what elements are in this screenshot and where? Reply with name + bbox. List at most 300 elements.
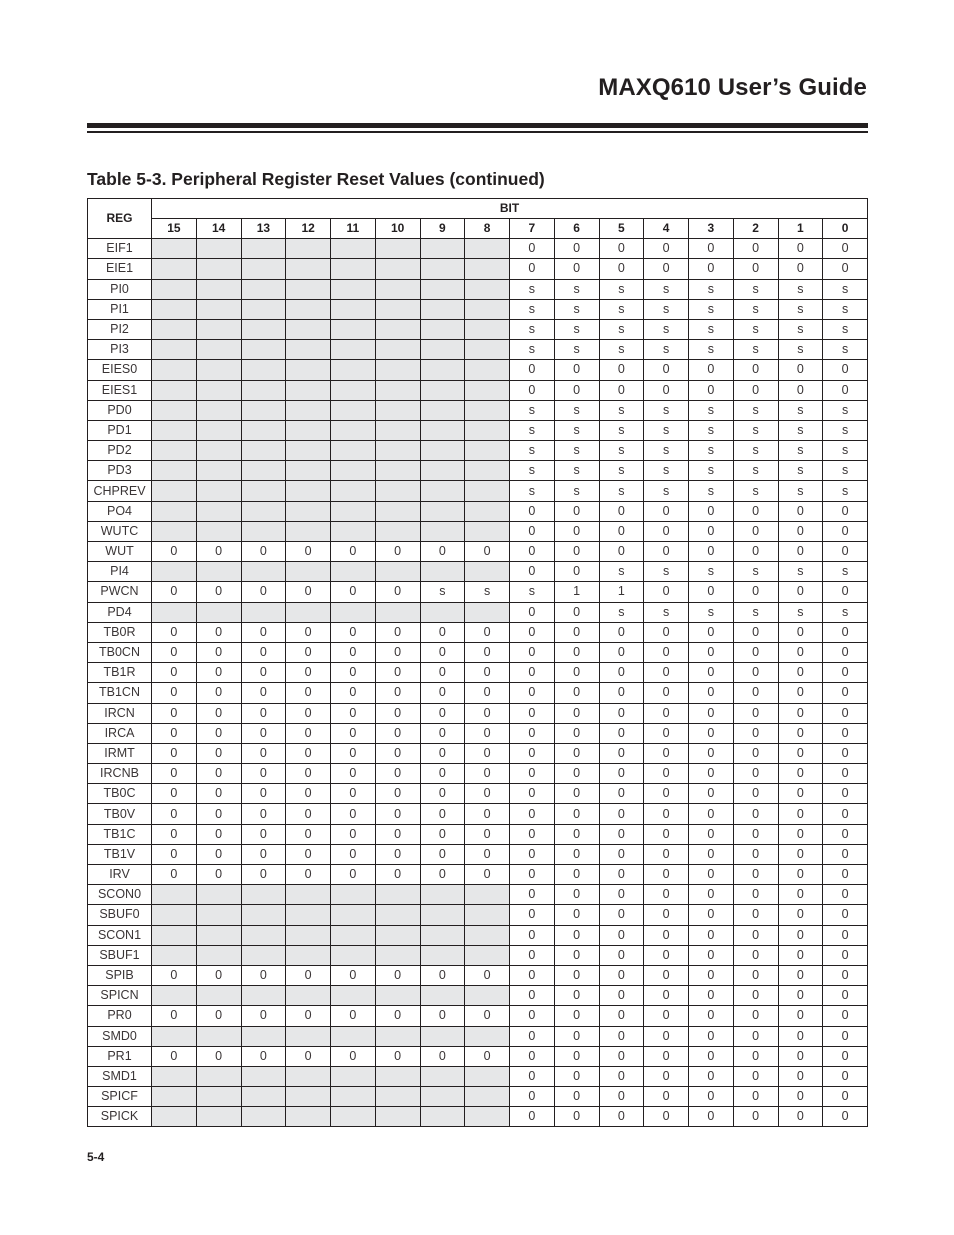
unused-bit-cell [152, 1107, 197, 1127]
bit-value-cell: 0 [196, 844, 241, 864]
bit-value-cell: 0 [510, 380, 555, 400]
bit-value-cell: 0 [689, 380, 734, 400]
bit-value-cell: 0 [778, 521, 823, 541]
register-name: IRCN [88, 703, 152, 723]
bit-value-cell: s [554, 481, 599, 501]
bit-value-cell: 0 [599, 360, 644, 380]
unused-bit-cell [196, 986, 241, 1006]
register-name: TB1C [88, 824, 152, 844]
bit-value-cell: 0 [689, 743, 734, 763]
bit-value-cell: 0 [152, 703, 197, 723]
bit-value-cell: 0 [241, 642, 286, 662]
bit-value-cell: 0 [689, 865, 734, 885]
unused-bit-cell [375, 279, 420, 299]
unused-bit-cell [152, 905, 197, 925]
bit-value-cell: s [554, 420, 599, 440]
bit-value-cell: s [689, 400, 734, 420]
bit-value-cell: 0 [554, 925, 599, 945]
bit-value-cell: 0 [823, 683, 868, 703]
unused-bit-cell [420, 400, 465, 420]
bit-value-cell: 0 [778, 865, 823, 885]
bit-value-cell: s [554, 340, 599, 360]
unused-bit-cell [331, 521, 376, 541]
unused-bit-cell [241, 279, 286, 299]
bit-value-cell: 0 [465, 965, 510, 985]
bit-value-cell: 0 [689, 521, 734, 541]
bit-value-cell: 0 [196, 1006, 241, 1026]
bit-value-cell: 0 [465, 663, 510, 683]
bit-value-cell: 0 [554, 622, 599, 642]
unused-bit-cell [152, 461, 197, 481]
register-name: SPIB [88, 965, 152, 985]
bit-value-cell: s [733, 602, 778, 622]
bit-value-cell: s [733, 461, 778, 481]
unused-bit-cell [286, 925, 331, 945]
unused-bit-cell [375, 602, 420, 622]
bit-value-cell: s [644, 279, 689, 299]
bit-value-cell: 0 [375, 1046, 420, 1066]
bit-value-cell: s [823, 562, 868, 582]
unused-bit-cell [375, 259, 420, 279]
bit-value-cell: 0 [510, 1107, 555, 1127]
bit-value-cell: 0 [465, 743, 510, 763]
bit-value-cell: 0 [733, 1087, 778, 1107]
bit-value-cell: 0 [689, 764, 734, 784]
bit-value-cell: 0 [510, 925, 555, 945]
unused-bit-cell [375, 380, 420, 400]
bit-value-cell: 0 [152, 683, 197, 703]
bit-value-cell: 0 [286, 642, 331, 662]
unused-bit-cell [196, 562, 241, 582]
bit-value-cell: 0 [644, 885, 689, 905]
unused-bit-cell [420, 562, 465, 582]
unused-bit-cell [152, 239, 197, 259]
table-header-row [88, 199, 868, 219]
unused-bit-cell [241, 521, 286, 541]
bit-value-cell: 0 [823, 1087, 868, 1107]
bit-value-cell: 0 [286, 723, 331, 743]
unused-bit-cell [286, 562, 331, 582]
bit-value-cell: 0 [689, 1026, 734, 1046]
bit-value-cell: 0 [152, 784, 197, 804]
bit-value-cell: s [689, 299, 734, 319]
bit-value-cell: 0 [778, 380, 823, 400]
bit-value-cell: 0 [420, 542, 465, 562]
register-name: PI3 [88, 340, 152, 360]
table-row [88, 1026, 868, 1046]
document-title: MAXQ610 User’s Guide [598, 74, 867, 101]
bit-value-cell: 0 [689, 703, 734, 723]
register-name: PD0 [88, 400, 152, 420]
bit-value-cell: 0 [689, 360, 734, 380]
bit-value-cell: s [644, 461, 689, 481]
unused-bit-cell [331, 925, 376, 945]
register-name: IRV [88, 865, 152, 885]
bit-value-cell: 0 [599, 965, 644, 985]
unused-bit-cell [152, 1066, 197, 1086]
bit-value-cell: 0 [689, 1087, 734, 1107]
bit-value-cell: 0 [599, 501, 644, 521]
bit-value-cell: 0 [733, 239, 778, 259]
register-name: SMD1 [88, 1066, 152, 1086]
register-name: PD4 [88, 602, 152, 622]
bit-value-cell: 0 [733, 622, 778, 642]
bit-value-cell: 0 [510, 865, 555, 885]
bit-value-cell: s [778, 602, 823, 622]
bit-value-cell: 0 [241, 703, 286, 723]
bit-value-cell: 0 [823, 905, 868, 925]
table-row [88, 239, 868, 259]
unused-bit-cell [152, 441, 197, 461]
unused-bit-cell [286, 279, 331, 299]
unused-bit-cell [196, 1066, 241, 1086]
bit-value-cell: 0 [554, 1066, 599, 1086]
bit-value-cell: 0 [420, 965, 465, 985]
unused-bit-cell [241, 299, 286, 319]
bit-value-cell: s [823, 400, 868, 420]
table-row [88, 279, 868, 299]
bit-value-cell: 0 [375, 1006, 420, 1026]
bit-value-cell: 0 [510, 965, 555, 985]
unused-bit-cell [152, 562, 197, 582]
table-row [88, 562, 868, 582]
unused-bit-cell [420, 521, 465, 541]
register-name: EIF1 [88, 239, 152, 259]
bit-value-cell: 0 [644, 582, 689, 602]
table-row [88, 360, 868, 380]
unused-bit-cell [331, 562, 376, 582]
unused-bit-cell [152, 501, 197, 521]
unused-bit-cell [375, 945, 420, 965]
bit-value-cell: s [510, 340, 555, 360]
table-row [88, 865, 868, 885]
bit-value-cell: 0 [644, 723, 689, 743]
bit-value-cell: 0 [510, 1006, 555, 1026]
bit-value-cell: 0 [554, 764, 599, 784]
bit-value-cell: 0 [375, 703, 420, 723]
bit-value-cell: 0 [331, 743, 376, 763]
bit-value-cell: 0 [644, 1107, 689, 1127]
table-row [88, 461, 868, 481]
bit-value-cell: 0 [554, 905, 599, 925]
bit-value-cell: 0 [331, 642, 376, 662]
bit-value-cell: 0 [778, 622, 823, 642]
unused-bit-cell [241, 400, 286, 420]
bit-value-cell: 0 [510, 602, 555, 622]
bit-value-cell: 0 [689, 945, 734, 965]
bit-value-cell: 0 [599, 824, 644, 844]
bit-value-cell: 0 [778, 804, 823, 824]
bit-value-cell: 0 [733, 986, 778, 1006]
bit-value-cell: 0 [778, 259, 823, 279]
unused-bit-cell [420, 279, 465, 299]
bit-value-cell: 0 [554, 824, 599, 844]
bit-value-cell: 0 [554, 723, 599, 743]
unused-bit-cell [420, 259, 465, 279]
unused-bit-cell [286, 400, 331, 420]
unused-bit-cell [286, 945, 331, 965]
bit-value-cell: 0 [554, 804, 599, 824]
bit-value-cell: 0 [420, 723, 465, 743]
bit-value-cell: 0 [510, 562, 555, 582]
bit-value-cell: s [599, 481, 644, 501]
unused-bit-cell [331, 1087, 376, 1107]
bit-value-cell: 0 [644, 703, 689, 723]
bit-value-cell: 0 [420, 784, 465, 804]
table-row [88, 663, 868, 683]
bit-value-cell: s [733, 420, 778, 440]
unused-bit-cell [375, 400, 420, 420]
bit-value-cell: s [823, 441, 868, 461]
bit-value-cell: 0 [510, 663, 555, 683]
table-row [88, 764, 868, 784]
bit-value-cell: 0 [152, 965, 197, 985]
bit-value-cell: 0 [644, 865, 689, 885]
bit-value-cell: 0 [644, 824, 689, 844]
bit-value-cell: 0 [689, 804, 734, 824]
bit-value-cell: 0 [823, 259, 868, 279]
bit-value-cell: 0 [420, 683, 465, 703]
register-name: SBUF0 [88, 905, 152, 925]
unused-bit-cell [241, 380, 286, 400]
bit-value-cell: 0 [644, 622, 689, 642]
bit-value-cell: s [689, 319, 734, 339]
unused-bit-cell [152, 420, 197, 440]
register-name: SCON1 [88, 925, 152, 945]
bit-value-cell: 0 [465, 784, 510, 804]
bit-value-cell: 0 [510, 642, 555, 662]
bit-value-cell: 0 [823, 844, 868, 864]
bit-value-cell: 0 [778, 764, 823, 784]
bit-value-cell: 0 [823, 239, 868, 259]
register-name: IRMT [88, 743, 152, 763]
bit-value-cell: s [733, 279, 778, 299]
bit-value-cell: s [554, 279, 599, 299]
bit-value-cell: 0 [778, 642, 823, 662]
unused-bit-cell [241, 441, 286, 461]
bit-value-cell: s [510, 461, 555, 481]
table-row [88, 824, 868, 844]
bit-value-cell: 0 [733, 259, 778, 279]
bit-value-cell: s [778, 340, 823, 360]
bit-value-cell: 0 [778, 582, 823, 602]
unused-bit-cell [375, 461, 420, 481]
unused-bit-cell [465, 905, 510, 925]
bit-value-cell: 0 [331, 824, 376, 844]
register-name: EIES1 [88, 380, 152, 400]
unused-bit-cell [465, 1107, 510, 1127]
bit-value-cell: 0 [644, 1006, 689, 1026]
bit-value-cell: 0 [554, 986, 599, 1006]
unused-bit-cell [420, 1087, 465, 1107]
unused-bit-cell [420, 1066, 465, 1086]
bit-value-cell: 0 [241, 663, 286, 683]
bit-value-cell: s [644, 299, 689, 319]
bit-value-cell: 0 [241, 865, 286, 885]
bit-value-cell: 0 [689, 844, 734, 864]
unused-bit-cell [331, 380, 376, 400]
bit-value-cell: 0 [465, 824, 510, 844]
table-row [88, 885, 868, 905]
unused-bit-cell [196, 481, 241, 501]
bit-value-cell: 0 [286, 743, 331, 763]
bit-value-cell: 0 [241, 965, 286, 985]
bit-value-cell: 0 [599, 622, 644, 642]
bit-value-cell: 0 [778, 945, 823, 965]
unused-bit-cell [286, 441, 331, 461]
unused-bit-cell [331, 1066, 376, 1086]
bit-value-cell: 0 [823, 582, 868, 602]
bit-value-cell: 0 [823, 885, 868, 905]
table-row [88, 844, 868, 864]
bit-value-cell: 0 [420, 703, 465, 723]
bit-number-header: 8 [465, 219, 510, 239]
register-name: SPICN [88, 986, 152, 1006]
bit-value-cell: 0 [152, 642, 197, 662]
bit-value-cell: 0 [689, 925, 734, 945]
unused-bit-cell [152, 400, 197, 420]
bit-value-cell: 0 [644, 1026, 689, 1046]
bit-value-cell: 0 [689, 582, 734, 602]
bit-value-cell: 0 [510, 824, 555, 844]
bit-value-cell: 0 [554, 562, 599, 582]
bit-value-cell: 0 [331, 663, 376, 683]
unused-bit-cell [331, 986, 376, 1006]
bit-value-cell: 0 [599, 380, 644, 400]
unused-bit-cell [241, 885, 286, 905]
bit-value-cell: 0 [599, 986, 644, 1006]
unused-bit-cell [241, 1066, 286, 1086]
bit-value-cell: 0 [644, 239, 689, 259]
bit-value-cell: 0 [510, 784, 555, 804]
unused-bit-cell [152, 986, 197, 1006]
bit-value-cell: s [554, 319, 599, 339]
unused-bit-cell [465, 945, 510, 965]
bit-value-cell: 0 [241, 683, 286, 703]
bit-value-cell: s [689, 461, 734, 481]
unused-bit-cell [241, 461, 286, 481]
bit-value-cell: 0 [375, 965, 420, 985]
bit-value-cell: 0 [510, 259, 555, 279]
bit-value-cell: 0 [644, 683, 689, 703]
table-row [88, 945, 868, 965]
unused-bit-cell [465, 299, 510, 319]
bit-value-cell: 0 [599, 723, 644, 743]
bit-number-header: 13 [241, 219, 286, 239]
bit-value-cell: 0 [554, 360, 599, 380]
unused-bit-cell [286, 239, 331, 259]
bit-value-cell: 0 [689, 239, 734, 259]
bit-number-header: 7 [510, 219, 555, 239]
bit-value-cell: 0 [241, 622, 286, 642]
unused-bit-cell [241, 259, 286, 279]
bit-value-cell: 0 [554, 663, 599, 683]
bit-value-cell: 0 [375, 663, 420, 683]
unused-bit-cell [196, 380, 241, 400]
bit-value-cell: s [778, 461, 823, 481]
bit-value-cell: 0 [152, 804, 197, 824]
unused-bit-cell [286, 420, 331, 440]
bit-value-cell: 0 [196, 1046, 241, 1066]
unused-bit-cell [286, 885, 331, 905]
unused-bit-cell [331, 259, 376, 279]
bit-value-cell: s [510, 481, 555, 501]
bit-value-cell: 0 [733, 723, 778, 743]
bit-value-cell: s [733, 319, 778, 339]
table-row [88, 400, 868, 420]
unused-bit-cell [375, 319, 420, 339]
bit-value-cell: 0 [823, 1066, 868, 1086]
unused-bit-cell [331, 602, 376, 622]
bit-number-header: 11 [331, 219, 376, 239]
unused-bit-cell [420, 461, 465, 481]
bit-value-cell: 0 [778, 1107, 823, 1127]
bit-value-cell: 0 [599, 1046, 644, 1066]
bit-value-cell: 0 [465, 1006, 510, 1026]
table-title: Table 5-3. Peripheral Register Reset Values (continued) [87, 169, 545, 189]
table-row [88, 703, 868, 723]
bit-value-cell: 0 [554, 1046, 599, 1066]
bit-value-cell: 0 [420, 743, 465, 763]
bit-value-cell: 0 [778, 1087, 823, 1107]
unused-bit-cell [331, 481, 376, 501]
table-row [88, 380, 868, 400]
table-row [88, 501, 868, 521]
unused-bit-cell [241, 905, 286, 925]
bit-value-cell: 0 [510, 885, 555, 905]
unused-bit-cell [286, 986, 331, 1006]
bit-column-header: BIT [152, 199, 868, 219]
bit-value-cell: 0 [465, 723, 510, 743]
bit-value-cell: 0 [510, 542, 555, 562]
bit-value-cell: 0 [554, 501, 599, 521]
unused-bit-cell [196, 1087, 241, 1107]
unused-bit-cell [241, 239, 286, 259]
bit-value-cell: 0 [420, 764, 465, 784]
register-name: EIE1 [88, 259, 152, 279]
register-name: TB0CN [88, 642, 152, 662]
unused-bit-cell [286, 380, 331, 400]
register-name: WUT [88, 542, 152, 562]
bit-value-cell: 0 [733, 360, 778, 380]
bit-value-cell: 0 [644, 986, 689, 1006]
unused-bit-cell [241, 986, 286, 1006]
bit-value-cell: 0 [644, 784, 689, 804]
bit-value-cell: 0 [733, 683, 778, 703]
bit-value-cell: 0 [733, 1026, 778, 1046]
bit-value-cell: 0 [420, 622, 465, 642]
bit-value-cell: 0 [823, 965, 868, 985]
bit-value-cell: 0 [465, 683, 510, 703]
bit-value-cell: 0 [778, 703, 823, 723]
unused-bit-cell [241, 1026, 286, 1046]
bit-value-cell: 0 [778, 663, 823, 683]
register-name: SBUF1 [88, 945, 152, 965]
bit-value-cell: 0 [286, 622, 331, 642]
bit-value-cell: s [599, 279, 644, 299]
bit-value-cell: 0 [599, 764, 644, 784]
bit-value-cell: 0 [331, 1046, 376, 1066]
bit-value-cell: 0 [331, 703, 376, 723]
unused-bit-cell [375, 481, 420, 501]
bit-value-cell: 0 [196, 784, 241, 804]
unused-bit-cell [375, 1107, 420, 1127]
bit-value-cell: 0 [733, 743, 778, 763]
unused-bit-cell [420, 602, 465, 622]
bit-value-cell: 0 [778, 905, 823, 925]
bit-value-cell: 0 [599, 1087, 644, 1107]
bit-value-cell: 0 [599, 865, 644, 885]
